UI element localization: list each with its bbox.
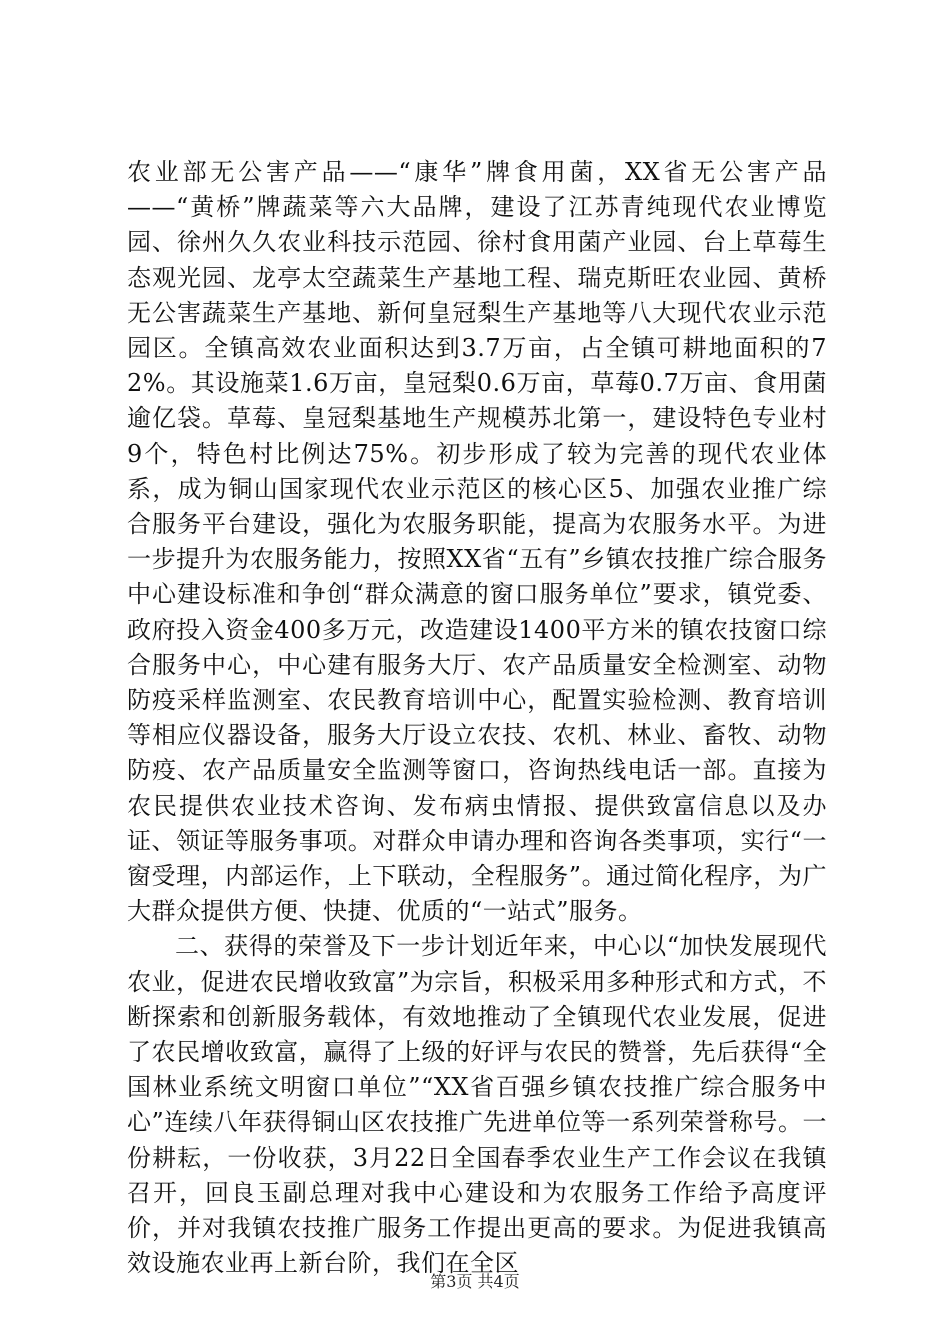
page-footer [0, 1272, 950, 1292]
page-number-label: 第3页 共4页 [430, 1272, 520, 1291]
body-paragraph-1: 农业部无公害产品——“康华”牌食用菌，XX省无公害产品——“黄桥”牌蔬菜等六大品牌，建设了江苏青纯现代农业博览园、徐州久久农业科技示范园、徐村食用菌产业园、台上草莓生态观光园、龙亭太空蔬菜生产基地工程、瑞克斯旺农业园、黄桥无公害蔬菜生产基地、新何皇冠梨生产基地等八大现代农业示范园区。全镇高效农业面积达到3.7万亩，占全镇可耕地面积的72%。其设施菜1.6万亩，皇冠梨0.6万亩，草莓0.7万亩、食用菌逾亿袋。草莓、皇冠梨基地生产规模苏北第一，建设特色专业村9个，特色村比例达75%。初步形成了较为完善的现代农业体系，成为铜山国家现代农业示范区的核心区5、加强农业推广综合服务平台建设，强化为农服务职能，提高为农服务水平。为进一步提升为农服务能力，按照XX省“五有”乡镇农技推广综合服务中心建设标准和争创“群众满意的窗口服务单位”要求，镇党委、政府投入资金400多万元，改造建设1400平方米的镇农技窗口综合服务中心，中心建有服务大厅、农产品质量安全检测室、动物防疫采样监测室、农民教育培训中心，配置实验检测、教育培训等相应仪器设备，服务大厅设立农技、农机、林业、畜牧、动物防疫、农产品质量安全监测等窗口，咨询热线电话一部。直接为农民提供农业技术咨询、发布病虫情报、提供致富信息以及办证、领证等服务事项。对群众申请办理和咨询各类事项，实行“一窗受理，内部运作，上下联动，全程服务”。通过简化程序，为广大群众提供方便、快捷、优质的“一站式”服务。 [127, 158, 827, 926]
body-paragraph-2: 二、获得的荣誉及下一步计划近年来，中心以“加快发展现代农业，促进农民增收致富”为宗旨，积极采用多种形式和方式，不断探索和创新服务载体，有效地推动了全镇现代农业发展，促进了农民增收致富，赢得了上级的好评与农民的赞誉，先后获得“全国林业系统文明窗口单位”“XX省百强乡镇农技推广综合服务中心”连续八年获得铜山区农技推广先进单位等一系列荣誉称号。一份耕耘，一份收获，3月22日全国春季农业生产工作会议在我镇召开，回良玉副总理对我中心建设和为农服务工作给予高度评价，并对我镇农技推广服务工作提出更高的要求。为促进我镇高效设施农业再上新台阶，我们在全区 [127, 932, 827, 1278]
document-body [127, 155, 827, 1282]
